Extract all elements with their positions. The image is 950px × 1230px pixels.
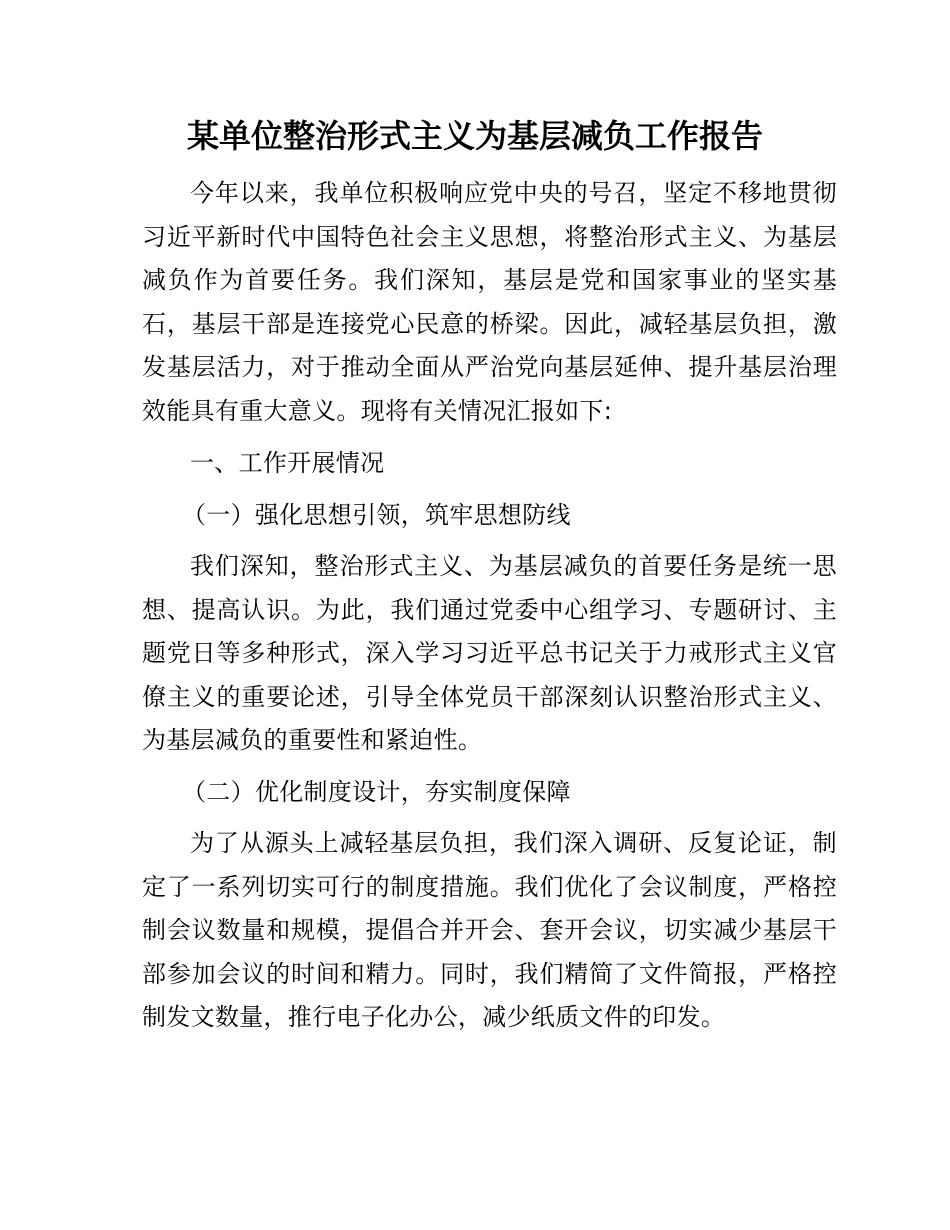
section-heading-1: 一、工作开展情况: [190, 449, 385, 477]
document-body: [142, 172, 837, 1040]
sub-section-2-paragraph: 为了从源头上减轻基层负担，我们深入调研、反复论证，制定了一系列切实可行的制度措施。我们优化了会议制度，严格控制会议数量和规模，提倡合并开会、套开会议，切实减少基层干部参加会议的时间和精力。同时，我们精简了文件简报，严格控制发文数量，推行电子化办公，减少纸质文件的印发。: [142, 829, 837, 1031]
sub-heading-2: （二）优化制度设计，夯实制度保障: [182, 777, 571, 806]
document-title: 某单位整治形式主义为基层减负工作报告: [186, 117, 763, 155]
intro-paragraph: 今年以来，我单位积极响应党中央的号召，坚定不移地贯彻习近平新时代中国特色社会主义思想，将整治形式主义、为基层减负作为首要任务。我们深知，基层是党和国家事业的坚实基石，基层干部是连接党心民意的桥梁。因此，减轻基层负担，激发基层活力，对于推动全面从严治党向基层延伸、提升基层治理效能具有重大意义。现将有关情况汇报如下:: [142, 179, 837, 425]
sub-heading-1: （一）强化思想引领，筑牢思想防线: [182, 500, 571, 529]
sub-section-1-paragraph: 我们深知，整治形式主义、为基层减负的首要任务是统一思想、提高认识。为此，我们通过党委中心组学习、专题研讨、主题党日等多种形式，深入学习习近平总书记关于力戒形式主义官僚主义的重要论述，引导全体党员干部深刻认识整治形式主义、为基层减负的重要性和紧迫性。: [142, 552, 837, 754]
